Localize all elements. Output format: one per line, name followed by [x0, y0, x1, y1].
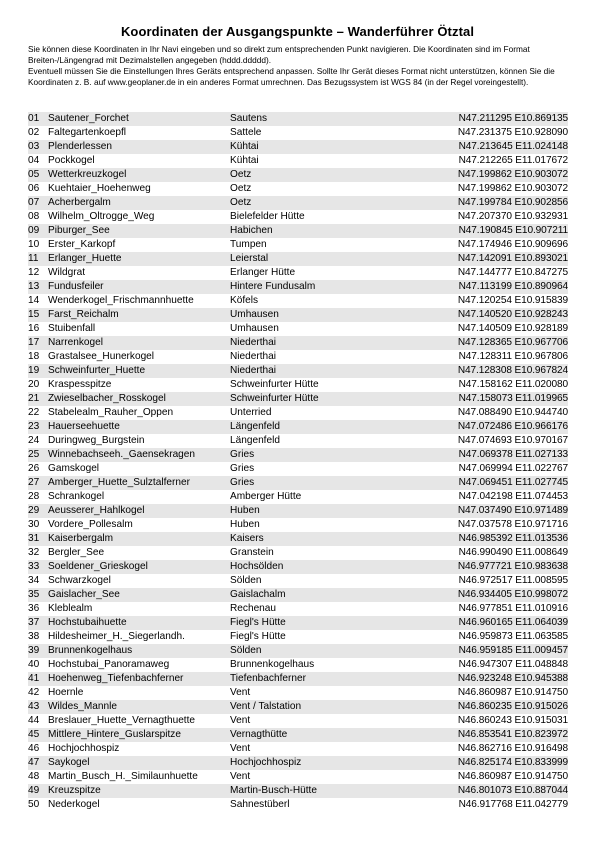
row-name: Winnebachseeh._Gaensekragen — [48, 449, 196, 460]
row-coordinates: N46.990490 E11.008649 — [458, 547, 568, 558]
row-coordinates: N47.212265 E11.017672 — [458, 155, 568, 166]
row-coordinates: N46.977721 E10.983638 — [457, 561, 568, 572]
row-place: Brunnenkogelhaus — [230, 659, 315, 670]
row-number: 06 — [28, 183, 40, 194]
row-name: Erlanger_Huette — [48, 253, 122, 264]
row-name: Schrankogel — [48, 491, 105, 502]
row-number: 47 — [28, 757, 40, 768]
row-name: Hildesheimer_H._Siegerlandh. — [48, 631, 185, 642]
row-coordinates: N47.158073 E11.019965 — [458, 393, 568, 404]
table-row — [28, 490, 568, 504]
row-coordinates: N46.959873 E11.063585 — [458, 631, 568, 642]
row-number: 27 — [28, 477, 40, 488]
table-row — [28, 168, 568, 182]
row-coordinates: N46.860987 E10.914750 — [457, 771, 568, 782]
row-name: Narrenkogel — [48, 337, 103, 348]
row-place: Umhausen — [230, 323, 279, 334]
row-place: Huben — [230, 519, 260, 530]
document-title: Koordinaten der Ausgangspunkte – Wanderführer Ötztal — [120, 24, 475, 39]
row-name: Hochjochhospiz — [48, 743, 120, 754]
row-place: Granstein — [230, 547, 274, 558]
table-row — [28, 420, 568, 434]
table-row — [28, 266, 568, 280]
row-name: Kuehtaier_Hoehenweg — [48, 183, 151, 194]
row-number: 11 — [28, 253, 39, 264]
row-name: Fundusfeiler — [48, 281, 104, 292]
table-row — [28, 140, 568, 154]
row-coordinates: N47.088490 E10.944740 — [457, 407, 568, 418]
row-name: Kraspesspitze — [48, 379, 112, 390]
row-number: 20 — [28, 379, 40, 390]
row-place: Sahnestüberl — [230, 799, 290, 810]
row-name: Wildgrat — [48, 267, 86, 278]
table-row — [28, 658, 568, 672]
row-name: Pockkogel — [48, 155, 95, 166]
table-row — [28, 336, 568, 350]
table-row — [28, 126, 568, 140]
row-coordinates: N47.037490 E10.971489 — [457, 505, 568, 516]
row-name: Sautener_Forchet — [48, 113, 129, 124]
row-number: 26 — [28, 463, 40, 474]
row-place: Niederthai — [230, 365, 277, 376]
table-row — [28, 112, 568, 126]
row-number: 38 — [28, 631, 40, 642]
row-coordinates: N47.144777 E10.847275 — [457, 267, 568, 278]
table-row — [28, 476, 568, 490]
row-number: 24 — [28, 435, 40, 446]
row-coordinates: N46.917768 E11.042779 — [458, 799, 568, 810]
row-coordinates: N47.207370 E10.932931 — [457, 211, 568, 222]
row-place: Erlanger Hütte — [230, 267, 296, 278]
row-name: Wildes_Mannle — [48, 701, 118, 712]
row-number: 15 — [28, 309, 40, 320]
row-coordinates: N46.860235 E10.915026 — [457, 701, 568, 712]
row-place: Bielefelder Hütte — [230, 211, 305, 222]
row-number: 31 — [28, 533, 40, 544]
table-row — [28, 742, 568, 756]
row-coordinates: N47.069994 E11.022767 — [458, 463, 568, 474]
row-coordinates: N46.985392 E11.013536 — [458, 533, 568, 544]
row-coordinates: N47.140520 E10.928243 — [457, 309, 568, 320]
row-number: 04 — [28, 155, 40, 166]
row-name: Bergler_See — [48, 547, 105, 558]
row-coordinates: N46.923248 E10.945388 — [457, 673, 568, 684]
row-name: Martin_Busch_H._Similaunhuette — [48, 771, 198, 782]
table-row — [28, 560, 568, 574]
table-row — [28, 728, 568, 742]
row-name: Gamskogel — [48, 463, 100, 474]
row-coordinates: N47.128311 E10.967806 — [458, 351, 568, 362]
row-coordinates: N46.959185 E11.009457 — [458, 645, 568, 656]
row-place: Sattele — [230, 127, 262, 138]
row-place: Vent — [230, 715, 251, 726]
row-number: 34 — [28, 575, 40, 586]
row-coordinates: N47.042198 E11.074453 — [458, 491, 568, 502]
row-name: Erster_Karkopf — [48, 239, 116, 250]
row-number: 13 — [28, 281, 40, 292]
table-row — [28, 672, 568, 686]
row-name: Hochstubai_Panoramaweg — [48, 659, 170, 670]
table-row — [28, 798, 568, 812]
table-row — [28, 294, 568, 308]
row-coordinates: N47.199862 E10.903072 — [457, 169, 568, 180]
table-row — [28, 210, 568, 224]
table-row — [28, 546, 568, 560]
row-place: Schweinfurter Hütte — [230, 393, 319, 404]
row-coordinates: N46.862716 E10.916498 — [457, 743, 568, 754]
row-number: 08 — [28, 211, 40, 222]
row-coordinates: N46.934405 E10.998072 — [457, 589, 568, 600]
row-number: 01 — [28, 113, 40, 124]
row-number: 25 — [28, 449, 40, 460]
row-name: Kreuzspitze — [48, 785, 101, 796]
row-number: 40 — [28, 659, 40, 670]
row-number: 07 — [28, 197, 40, 208]
row-coordinates: N46.825174 E10.833999 — [457, 757, 568, 768]
table-row — [28, 406, 568, 420]
row-place: Vent / Talstation — [230, 701, 302, 712]
row-name: Aeusserer_Hahlkogel — [48, 505, 145, 516]
table-row — [28, 504, 568, 518]
table-row — [28, 700, 568, 714]
row-place: Oetz — [230, 183, 252, 194]
row-number: 45 — [28, 729, 40, 740]
row-number: 35 — [28, 589, 40, 600]
row-name: Wenderkogel_Frischmannhuette — [48, 295, 194, 306]
row-coordinates: N46.853541 E10.823972 — [457, 729, 568, 740]
row-place: Gries — [230, 463, 255, 474]
row-number: 03 — [28, 141, 40, 152]
row-coordinates: N46.801073 E10.887044 — [457, 785, 568, 796]
row-place: Niederthai — [230, 337, 277, 348]
intro-text — [28, 44, 568, 88]
row-place: Umhausen — [230, 309, 279, 320]
table-row — [28, 686, 568, 700]
table-row — [28, 784, 568, 798]
row-place: Amberger Hütte — [230, 491, 302, 502]
row-number: 39 — [28, 645, 40, 656]
row-name: Schweinfurter_Huette — [48, 365, 146, 376]
row-name: Saykogel — [48, 757, 90, 768]
row-place: Vernagthütte — [230, 729, 288, 740]
row-coordinates: N46.860243 E10.915031 — [457, 715, 568, 726]
row-name: Acherbergalm — [48, 197, 111, 208]
row-name: Hoehenweg_Tiefenbachferner — [48, 673, 184, 684]
row-place: Oetz — [230, 169, 252, 180]
row-place: Unterried — [230, 407, 272, 418]
row-place: Huben — [230, 505, 260, 516]
row-place: Gries — [230, 449, 255, 460]
row-number: 02 — [28, 127, 40, 138]
row-coordinates: N47.174946 E10.909696 — [457, 239, 568, 250]
row-number: 28 — [28, 491, 40, 502]
row-coordinates: N47.199784 E10.902856 — [457, 197, 568, 208]
row-number: 29 — [28, 505, 40, 516]
table-row — [28, 714, 568, 728]
row-name: Amberger_Huette_Sulztalferner — [48, 477, 190, 488]
row-name: Grastalsee_Hunerkogel — [48, 351, 155, 362]
row-name: Stabelealm_Rauher_Oppen — [48, 407, 174, 418]
row-place: Niederthai — [230, 351, 277, 362]
row-coordinates: N47.213645 E11.024148 — [458, 141, 568, 152]
row-number: 36 — [28, 603, 40, 614]
row-name: Hochstubaihuette — [48, 617, 127, 628]
row-name: Nederkogel — [48, 799, 100, 810]
coordinates-table — [28, 112, 568, 812]
row-coordinates: N47.199862 E10.903072 — [457, 183, 568, 194]
row-number: 33 — [28, 561, 40, 572]
row-coordinates: N47.074693 E10.970167 — [457, 435, 568, 446]
row-number: 21 — [28, 393, 40, 404]
row-place: Hochsölden — [230, 561, 284, 572]
row-place: Tiefenbachferner — [230, 673, 306, 684]
row-number: 37 — [28, 617, 40, 628]
row-coordinates: N46.960165 E11.064039 — [458, 617, 568, 628]
row-place: Gaislachalm — [230, 589, 286, 600]
row-coordinates: N47.113199 E10.890964 — [458, 281, 568, 292]
table-row — [28, 574, 568, 588]
table-row — [28, 644, 568, 658]
table-row — [28, 378, 568, 392]
table-row — [28, 602, 568, 616]
row-coordinates: N46.947307 E11.048848 — [458, 659, 568, 670]
row-coordinates: N47.231375 E10.928090 — [457, 127, 568, 138]
row-place: Vent — [230, 687, 251, 698]
row-name: Stuibenfall — [48, 323, 96, 334]
table-row — [28, 322, 568, 336]
row-coordinates: N47.037578 E10.971716 — [457, 519, 568, 530]
table-row — [28, 196, 568, 210]
table-row — [28, 616, 568, 630]
row-number: 43 — [28, 701, 40, 712]
row-place: Hochjochhospiz — [230, 757, 302, 768]
row-number: 16 — [28, 323, 40, 334]
table-row — [28, 308, 568, 322]
table-row — [28, 518, 568, 532]
table-row — [28, 392, 568, 406]
row-place: Hintere Fundusalm — [230, 281, 316, 292]
row-name: Piburger_See — [48, 225, 110, 236]
table-row — [28, 182, 568, 196]
row-number: 42 — [28, 687, 40, 698]
row-name: Wetterkreuzkogel — [48, 169, 127, 180]
row-coordinates: N47.072486 E10.966176 — [457, 421, 568, 432]
row-number: 05 — [28, 169, 40, 180]
table-row — [28, 252, 568, 266]
row-name: Vordere_Pollesalm — [48, 519, 133, 530]
row-number: 30 — [28, 519, 40, 530]
row-coordinates: N47.158162 E11.020080 — [458, 379, 568, 390]
row-name: Faltegartenkoepfl — [48, 127, 126, 138]
table-row — [28, 224, 568, 238]
row-coordinates: N47.128365 E10.967706 — [457, 337, 568, 348]
row-number: 17 — [28, 337, 40, 348]
row-coordinates: N47.120254 E10.915839 — [457, 295, 568, 306]
row-name: Farst_Reichalm — [48, 309, 119, 320]
row-name: Plenderlessen — [48, 141, 112, 152]
row-place: Rechenau — [230, 603, 277, 614]
row-name: Soeldener_Grieskogel — [48, 561, 148, 572]
row-name: Brunnenkogelhaus — [48, 645, 133, 656]
row-place: Sautens — [230, 113, 268, 124]
table-row — [28, 448, 568, 462]
table-row — [28, 532, 568, 546]
row-coordinates: N46.977851 E11.010916 — [458, 603, 568, 614]
row-number: 41 — [28, 673, 40, 684]
row-number: 50 — [28, 799, 40, 810]
row-coordinates: N47.140509 E10.928189 — [457, 323, 568, 334]
row-name: Schwarzkogel — [48, 575, 111, 586]
row-place: Vent — [230, 743, 251, 754]
table-row — [28, 756, 568, 770]
row-place: Sölden — [230, 645, 262, 656]
row-place: Vent — [230, 771, 251, 782]
row-name: Kaiserbergalm — [48, 533, 114, 544]
table-row — [28, 462, 568, 476]
row-place: Tumpen — [230, 239, 267, 250]
table-row — [28, 154, 568, 168]
row-name: Wilhelm_Oltrogge_Weg — [48, 211, 155, 222]
row-coordinates: N47.190845 E10.907211 — [458, 225, 568, 236]
row-number: 48 — [28, 771, 40, 782]
row-name: Zwieselbacher_Rosskogel — [48, 393, 166, 404]
row-place: Gries — [230, 477, 255, 488]
row-number: 32 — [28, 547, 40, 558]
row-place: Fiegl's Hütte — [230, 617, 286, 628]
row-number: 18 — [28, 351, 40, 362]
row-number: 23 — [28, 421, 40, 432]
row-coordinates: N47.128308 E10.967824 — [457, 365, 568, 376]
row-place: Schweinfurter Hütte — [230, 379, 319, 390]
row-place: Längenfeld — [230, 435, 280, 446]
row-number: 10 — [28, 239, 40, 250]
row-name: Hauerseehuette — [48, 421, 120, 432]
row-coordinates: N46.972517 E11.008595 — [458, 575, 568, 586]
row-name: Gaislacher_See — [48, 589, 120, 600]
table-row — [28, 238, 568, 252]
row-number: 09 — [28, 225, 40, 236]
row-name: Mittlere_Hintere_Guslarspitze — [48, 729, 181, 740]
table-row — [28, 630, 568, 644]
row-number: 46 — [28, 743, 40, 754]
table-row — [28, 350, 568, 364]
row-name: Breslauer_Huette_Vernagthuette — [48, 715, 196, 726]
row-place: Sölden — [230, 575, 262, 586]
intro-paragraph-2: Eventuell müssen Sie die Einstellungen Ihres Geräts entsprechend anpassen. Sollte Ihr Gerät dieses Format nicht unterstützen, können Sie die Koordinaten z. B. auf www.geoplaner.de in ein anderes Format umrechnen. Das Bezugssystem ist WGS 84 (in der Regel voreingestellt). — [28, 66, 555, 87]
row-place: Leierstal — [230, 253, 269, 264]
table-row — [28, 434, 568, 448]
row-number: 19 — [28, 365, 40, 376]
table-row — [28, 280, 568, 294]
row-number: 44 — [28, 715, 40, 726]
table-row — [28, 364, 568, 378]
row-place: Kühtai — [230, 155, 259, 166]
table-row — [28, 588, 568, 602]
row-coordinates: N47.069378 E11.027133 — [458, 449, 568, 460]
row-coordinates: N47.142091 E10.893021 — [457, 253, 568, 264]
row-name: Kleblealm — [48, 603, 93, 614]
row-name: Hoernle — [48, 687, 84, 698]
row-place: Oetz — [230, 197, 252, 208]
row-place: Kühtai — [230, 141, 259, 152]
row-name: Duringweg_Burgstein — [48, 435, 145, 446]
row-coordinates: N46.860987 E10.914750 — [457, 687, 568, 698]
row-place: Längenfeld — [230, 421, 280, 432]
row-coordinates: N47.211295 E10.869135 — [458, 113, 568, 124]
row-place: Köfels — [230, 295, 259, 306]
row-number: 49 — [28, 785, 40, 796]
row-place: Habichen — [230, 225, 273, 236]
row-place: Martin-Busch-Hütte — [230, 785, 317, 796]
table-row — [28, 770, 568, 784]
row-place: Fiegl's Hütte — [230, 631, 286, 642]
row-number: 22 — [28, 407, 40, 418]
intro-paragraph-1: Sie können diese Koordinaten in Ihr Navi eingeben und so direkt zum entsprechenden Punkt navigieren. Die Koordinaten sind im Format Breiten-/Längengrad mit Dezimalstellen angegeben (hddd.ddddd). — [28, 44, 530, 65]
row-number: 12 — [28, 267, 40, 278]
row-coordinates: N47.069451 E11.027745 — [458, 477, 568, 488]
row-number: 14 — [28, 295, 40, 306]
row-place: Kaisers — [230, 533, 264, 544]
